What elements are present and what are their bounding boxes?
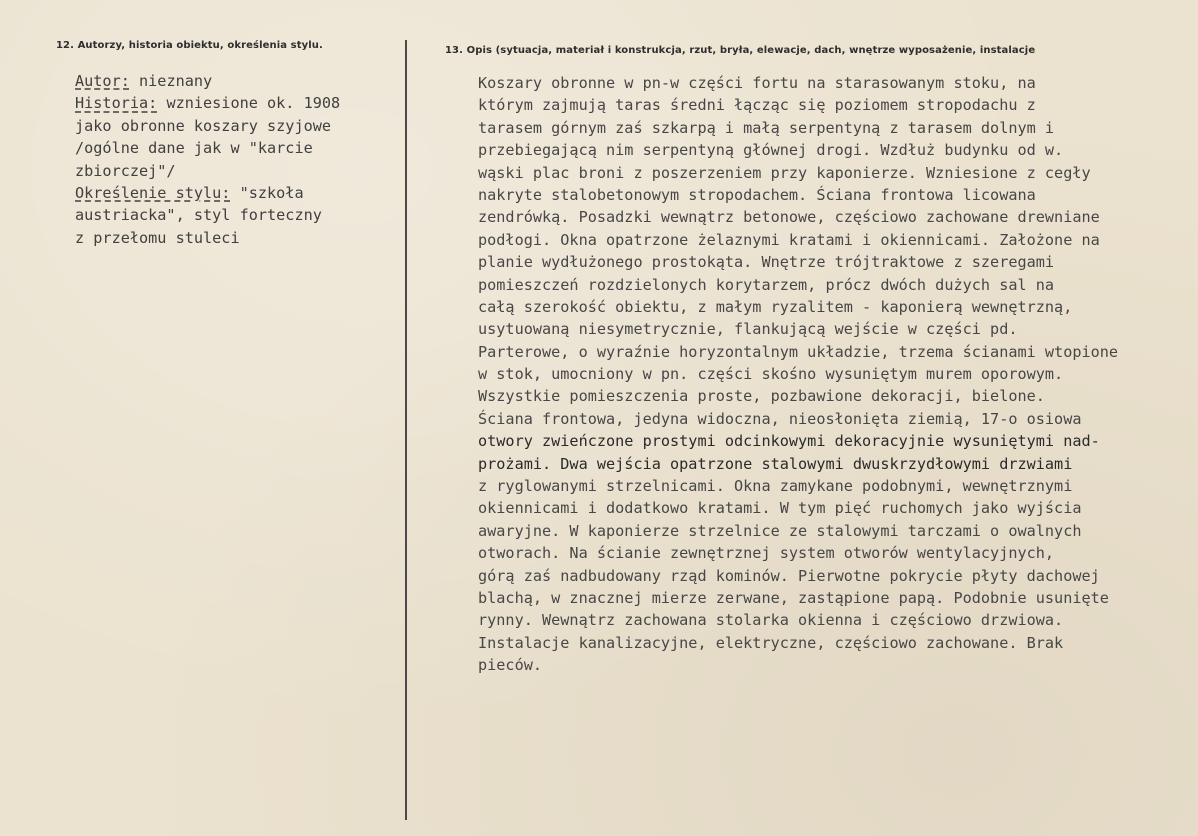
- description-line: zendrówką. Posadzki wewnątrz betonowe, częściowo zachowane drewniane: [478, 208, 1100, 227]
- historia-value: wzniesione ok. 1908: [157, 94, 341, 113]
- styl-line: z przełomu stuleci: [75, 228, 240, 247]
- historia-label: Historia:: [75, 94, 158, 113]
- description-line: Ściana frontowa, jedyna widoczna, nieosłonięta ziemią, 17-o osiowa: [478, 409, 1082, 428]
- description-line: całą szerokość obiektu, z małym ryzalitem - kaponierą wewnętrzną,: [478, 297, 1073, 316]
- historia-line: zbiorczej"/: [75, 161, 176, 180]
- description-line: wąski plac broni z poszerzeniem przy kaponierze. Wzniesione z cegły: [478, 163, 1091, 182]
- description-line: awaryjne. W kaponierze strzelnice ze stalowymi tarczami o owalnych: [478, 521, 1082, 540]
- description-line: otwory zwieńczone prostymi odcinkowymi dekoracyjnie wysuniętymi nad-: [478, 432, 1100, 451]
- description-line: którym zajmują taras średni łącząc się poziomem stropodachu z: [478, 96, 1036, 115]
- historia-line: /ogólne dane jak w "karcie: [75, 139, 313, 158]
- autor-row: [75, 70, 395, 92]
- description-line: pomieszczeń rozdzielonych korytarzem, prócz dwóch dużych sal na: [478, 275, 1055, 294]
- description-line: przebiegającą nim serpentyną głównej drogi. Wzdłuż budynku od w.: [478, 141, 1064, 160]
- description-line: Wszystkie pomieszczenia proste, pozbawione dekoracji, bielone.: [478, 387, 1045, 406]
- styl-label: Określenie stylu:: [75, 183, 231, 202]
- description-line: planie wydłużonego prostokąta. Wnętrze trójtraktowe z szeregami: [478, 253, 1055, 272]
- autor-label: Autor:: [75, 72, 130, 90]
- description-line: rynny. Wewnątrz zachowana stolarka okienna i częściowo drzwiowa.: [478, 611, 1064, 630]
- description-line: z ryglowanymi strzelnicami. Okna zamykane podobnymi, wewnętrznymi: [478, 477, 1073, 496]
- description-line: górą zaś nadbudowany rząd kominów. Pierwotne pokrycie płyty dachowej: [478, 566, 1100, 585]
- styl-row: [75, 182, 395, 204]
- description-line: tarasem górnym zaś szkarpą i małą serpentyną z tarasem dolnym i: [478, 118, 1055, 137]
- styl-value: "szkoła: [230, 183, 304, 202]
- description-line: otworach. Na ścianie zewnętrznej system otworów wentylacyjnych,: [478, 544, 1055, 563]
- description-line: prożami. Dwa wejścia opatrzone stalowymi dwuskrzydłowymi drzwiami: [478, 454, 1073, 473]
- section-12-heading: 12. Autorzy, historia obiektu, określenia stylu.: [56, 40, 323, 51]
- description-line: blachą, w znacznej mierze zerwane, zastąpione papą. Podobnie usunięte: [478, 588, 1109, 607]
- description-line: usytuowaną niesymetrycznie, flankującą wejście w części pd.: [478, 320, 1018, 339]
- historia-line: jako obronne koszary szyjowe: [75, 116, 332, 135]
- description-line: Koszary obronne w pn-w części fortu na starasowanym stoku, na: [478, 74, 1036, 92]
- historia-row: [75, 92, 395, 114]
- authors-history-style-text: [75, 70, 395, 249]
- autor-value: nieznany: [129, 72, 213, 90]
- description-line: okiennicami i dodatkowo kratami. W tym pięć ruchomych jako wyjścia: [478, 499, 1082, 518]
- description-line: nakryte stalobetonowym stropodachem. Ściana frontowa licowana: [478, 185, 1036, 204]
- section-13-heading: 13. Opis (sytuacja, materiał i konstrukcja, rzut, bryła, elewacje, dach, wnętrze wyposażenie, instalacje: [445, 45, 1036, 56]
- description-line: Instalacje kanalizacyjne, elektryczne, częściowo zachowane. Brak: [478, 633, 1064, 652]
- description-line: podłogi. Okna opatrzone żelaznymi kratami i okiennicami. Założone na: [478, 230, 1100, 249]
- description-line: w stok, umocniony w pn. części skośno wysuniętym murem oporowym.: [478, 365, 1064, 384]
- styl-line: austriacka", styl forteczny: [75, 206, 322, 225]
- column-divider: [405, 40, 407, 820]
- description-line: Parterowe, o wyraźnie horyzontalnym układzie, trzema ścianami wtopione: [478, 342, 1119, 361]
- description-text: [478, 72, 1178, 677]
- description-line: pieców.: [478, 656, 543, 675]
